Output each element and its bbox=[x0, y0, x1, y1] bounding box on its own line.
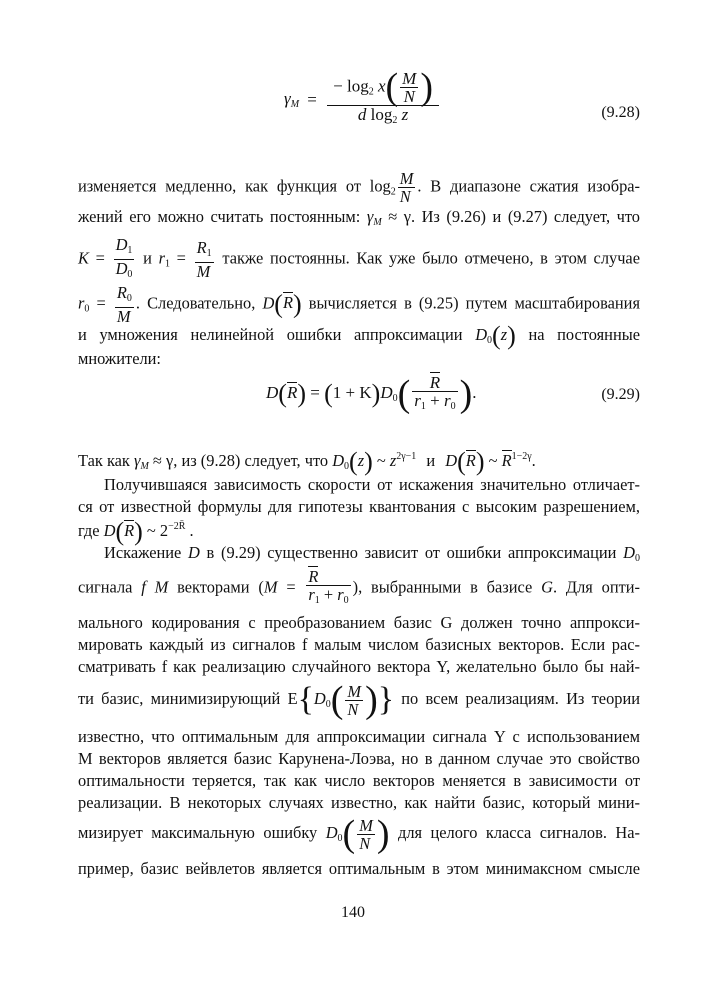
text-line: пример, базис вейвлетов является оптимальным в этом минимаксном смысле bbox=[78, 859, 640, 878]
text-line: Искажение D в (9.29) существенно зависит от ошибки аппроксимации $D_0$ bbox=[104, 543, 640, 564]
text-line: мизирует максимальную ошибку $D_0$( $\frac{M}{N}$ ) для целого класса сигналов. На- bbox=[78, 813, 640, 856]
text-line: $r_0$ = $\frac{R_0}{M}$ . Следовательно, D(R) вычисляется в (9.25) путем масштабирования bbox=[78, 283, 640, 326]
text-line: мировать каждый из сигналов f малым числом базисных векторов. Если рас- bbox=[78, 635, 640, 654]
text-line: оптимальности теряется, так как число векторов меняется в зависимости от bbox=[78, 771, 640, 790]
text-line: ти базис, минимизирующий $E\{D_0$( $\frac{M}{N}$ )} по всем реализациям. Из теории bbox=[78, 679, 641, 722]
text-line: Получившаяся зависимость скорости от искажения значительно отличает- bbox=[104, 475, 640, 494]
equation-9-29: $D(R) = (1 + K)D_0$( $\frac{R}{r_1 + r_0}$ ). bbox=[266, 372, 477, 415]
text-line: сматривать f как реализацию случайного вектора Y, желательно было бы най- bbox=[78, 657, 640, 676]
text-line: ся от известной формулы для гипотезы квантования с высоким разрешением, bbox=[78, 497, 640, 516]
text-line: известно, что оптимальным для аппроксимации сигнала Y с использованием bbox=[78, 727, 640, 746]
text-line: изменяется медленно, как функция от $\log_2$ $\frac{M}{N}$ . В диапазоне сжатия изобра- bbox=[78, 169, 640, 206]
text-line: K = $\frac{D_1}{D_0}$ и $r_1$ = $\frac{R_1}{M}$ также постоянны. Как уже было отмечено, в этом случае bbox=[78, 235, 640, 281]
text-line: реализации. В некоторых случаях известно, как найти базис, который мини- bbox=[78, 793, 640, 812]
equation-9-28: $\gamma_M$ = − $\log_2 x$( $\frac{M}{N}$ ) d $\log_2 z$ bbox=[284, 70, 441, 129]
page-number: 140 bbox=[341, 904, 365, 921]
text-line: множители: bbox=[78, 349, 161, 368]
text-line: и умножения нелинейной ошибки аппроксимации $D_0(z)$ на постоянные bbox=[78, 321, 641, 351]
text-line: M векторов является базис Карунена-Лоэва, но в данном случае это свойство bbox=[78, 749, 640, 768]
text-line: где D(R) ~ $2^{-2R̄}$ . bbox=[78, 517, 194, 547]
text-line: сигнала f M векторами (M = $\frac{R}{r_1 + r_0}$ ), выбранными в базисе G. Для опти- bbox=[78, 567, 640, 606]
equation-number: (9.29) bbox=[601, 386, 640, 403]
equation-number: (9.28) bbox=[601, 104, 640, 121]
text-line: мального кодирования с преобразованием базис G должен точно аппрокси- bbox=[78, 613, 640, 632]
equation-fraction: − $\log_2 x$( $\frac{M}{N}$ ) d $\log_2 z$ bbox=[327, 70, 439, 129]
text-line: жений его можно считать постоянным: $\gamma_M \approx \gamma$. Из (9.26) и (9.27) следует, что bbox=[78, 207, 640, 228]
text-line: Так как $\gamma_M \approx \gamma$, из (9.28) следует, что $D_0(z)$ ~ $z^{2\gamma-1}$ и D(R) ~ $R^{1-2\gamma}$. bbox=[78, 447, 536, 477]
